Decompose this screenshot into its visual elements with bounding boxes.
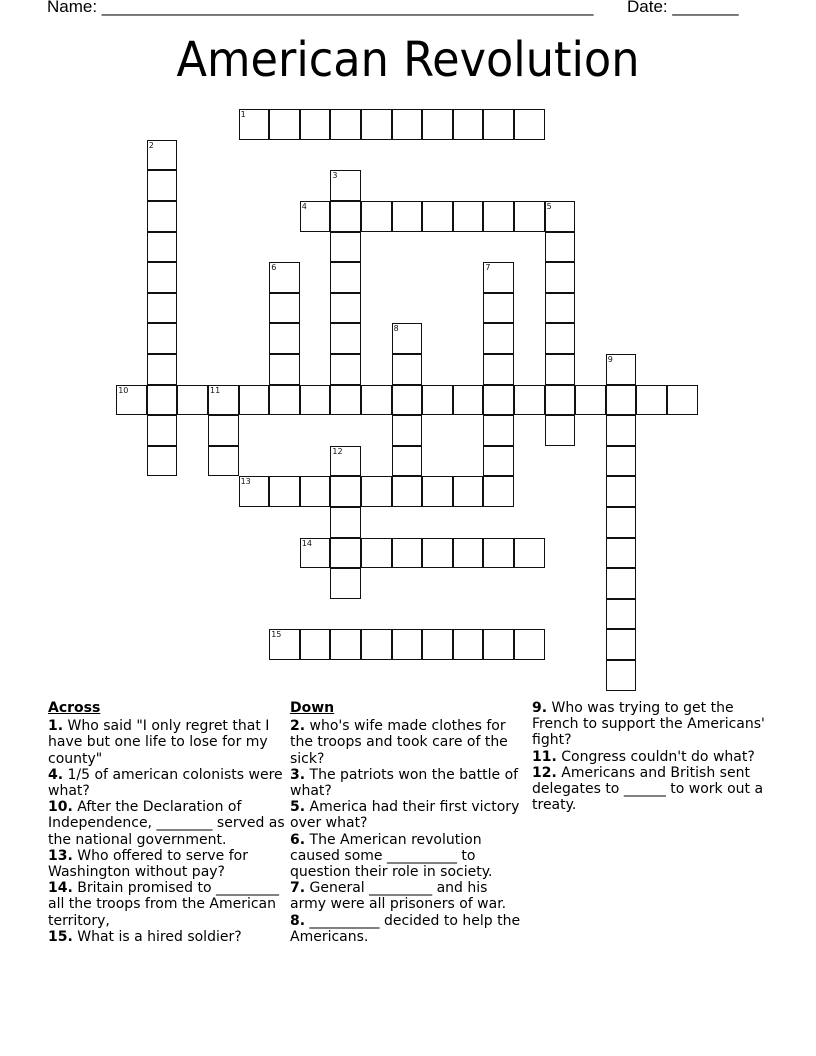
grid-cell[interactable] — [147, 415, 178, 446]
grid-cell[interactable] — [483, 629, 514, 660]
clue-number: 2 — [148, 140, 154, 150]
clue-item-number: 5. — [290, 799, 306, 816]
grid-cell[interactable] — [514, 385, 545, 416]
grid-cell[interactable] — [483, 293, 514, 324]
clue-item-text: 1/5 of american colonists were what? — [48, 766, 283, 800]
name-field[interactable]: Name: ____________________________________________________ — [47, 0, 594, 16]
grid-cell[interactable] — [606, 446, 637, 477]
grid-cell[interactable] — [392, 476, 423, 507]
grid-cell[interactable] — [330, 476, 361, 507]
grid-cell[interactable] — [483, 109, 514, 140]
grid-cell[interactable] — [330, 232, 361, 263]
grid-cell[interactable] — [422, 476, 453, 507]
grid-cell[interactable] — [330, 538, 361, 569]
grid-cell[interactable] — [606, 385, 637, 416]
grid-cell[interactable] — [300, 109, 331, 140]
clue-number: 5 — [546, 202, 552, 211]
grid-cell[interactable] — [545, 232, 576, 263]
clue-item-number: 12. — [532, 764, 557, 781]
clue-item-number: 2. — [290, 718, 306, 735]
clue-item-text: The American revolution caused some __________ to question their role in society. — [290, 831, 493, 881]
grid-cell[interactable] — [239, 476, 270, 507]
down-clue-list-continued — [532, 700, 772, 813]
grid-cell[interactable] — [453, 538, 484, 569]
clue-item — [48, 929, 288, 945]
clue-item-text: Who said "I only regret that I have but one life to lose for my county" — [48, 718, 270, 767]
page-title: American Revolution — [176, 32, 640, 88]
grid-cell[interactable] — [330, 568, 361, 599]
grid-cell[interactable] — [483, 385, 514, 416]
grid-cell[interactable] — [330, 170, 361, 201]
clue-item — [290, 799, 525, 831]
grid-cell[interactable] — [545, 385, 576, 416]
grid-cell[interactable] — [147, 262, 178, 293]
grid-cell[interactable] — [483, 476, 514, 507]
clue-item-text: Americans and British sent delegates to ______ to work out a treaty. — [532, 764, 764, 814]
grid-cell[interactable] — [269, 385, 300, 416]
grid-cell[interactable] — [514, 538, 545, 569]
clue-item-text: General _________ and his army were all prisoners of war. — [290, 880, 507, 913]
grid-cell[interactable] — [453, 476, 484, 507]
grid-cell[interactable] — [361, 201, 392, 232]
clue-item-text: The patriots won the battle of what? — [290, 766, 519, 800]
grid-cell[interactable] — [545, 262, 576, 293]
clue-item — [532, 765, 772, 814]
grid-cell[interactable] — [330, 323, 361, 354]
grid-cell[interactable] — [483, 538, 514, 569]
grid-cell[interactable] — [606, 415, 637, 446]
grid-cell[interactable] — [392, 415, 423, 446]
grid-cell[interactable] — [606, 476, 637, 507]
grid-cell[interactable] — [330, 109, 361, 140]
clue-item-number: 3. — [290, 766, 306, 783]
grid-cell[interactable] — [330, 629, 361, 660]
grid-cell[interactable] — [208, 385, 239, 416]
grid-cell[interactable] — [392, 385, 423, 416]
clue-number: 7 — [485, 263, 491, 273]
grid-cell[interactable] — [239, 385, 270, 416]
grid-cell[interactable] — [453, 109, 484, 140]
grid-cell[interactable] — [361, 385, 392, 416]
grid-cell[interactable] — [239, 109, 270, 140]
grid-cell[interactable] — [545, 415, 576, 446]
down-clues-continued — [532, 700, 772, 813]
clue-number: 9 — [607, 355, 613, 364]
grid-cell[interactable] — [422, 538, 453, 569]
grid-cell[interactable] — [575, 385, 606, 416]
clue-number: 6 — [271, 263, 277, 273]
clue-item-text: who's wife made clothes for the troops and took care of the sick? — [290, 718, 508, 767]
grid-cell[interactable] — [606, 538, 637, 569]
grid-cell[interactable] — [330, 385, 361, 416]
down-clues — [290, 700, 525, 945]
clue-item-text: After the Declaration of Independence, ________ served as the national government. — [48, 799, 285, 848]
grid-cell[interactable] — [269, 293, 300, 324]
clue-item — [48, 848, 288, 880]
grid-cell[interactable] — [269, 323, 300, 354]
clue-number: 12 — [332, 446, 343, 456]
clue-item-number: 9. — [532, 700, 548, 716]
clue-item-number: 10. — [48, 799, 73, 816]
clue-number: 13 — [240, 477, 251, 487]
grid-cell[interactable] — [422, 109, 453, 140]
clue-item — [532, 749, 772, 765]
clue-item-text: America had their first victory over what? — [290, 799, 520, 832]
grid-cell[interactable] — [330, 507, 361, 538]
clue-item-number: 1. — [48, 718, 64, 735]
grid-cell[interactable] — [147, 385, 178, 416]
clue-item — [48, 880, 288, 929]
grid-cell[interactable] — [116, 385, 147, 416]
clue-number: 3 — [332, 171, 338, 181]
clue-number: 10 — [118, 385, 129, 395]
grid-cell[interactable] — [422, 385, 453, 416]
clue-item — [532, 700, 772, 749]
grid-cell[interactable] — [606, 660, 637, 691]
grid-cell[interactable] — [606, 354, 637, 385]
grid-cell[interactable] — [147, 201, 178, 232]
grid-cell[interactable] — [361, 538, 392, 569]
clue-number: 1 — [240, 110, 246, 120]
clue-item — [290, 718, 525, 767]
grid-cell[interactable] — [208, 415, 239, 446]
grid-cell[interactable] — [361, 629, 392, 660]
grid-cell[interactable] — [545, 201, 576, 232]
grid-cell[interactable] — [300, 476, 331, 507]
clue-item-number: 8. — [290, 912, 306, 929]
grid-cell[interactable] — [392, 354, 423, 385]
grid-cell[interactable] — [361, 476, 392, 507]
grid-cell[interactable] — [514, 201, 545, 232]
clue-item-text: Who offered to serve for Washington without pay? — [48, 847, 248, 881]
across-heading: Across — [48, 700, 101, 716]
clue-item-text: Britain promised to _________ all the troops from the American territory, — [48, 880, 279, 929]
grid-cell[interactable] — [300, 385, 331, 416]
grid-cell[interactable] — [330, 354, 361, 385]
grid-cell[interactable] — [330, 201, 361, 232]
grid-cell[interactable] — [667, 385, 698, 416]
grid-cell[interactable] — [514, 109, 545, 140]
grid-cell[interactable] — [177, 385, 208, 416]
grid-cell[interactable] — [392, 446, 423, 477]
clue-item — [290, 832, 525, 881]
grid-cell[interactable] — [392, 538, 423, 569]
grid-cell[interactable] — [422, 629, 453, 660]
clue-item-number: 7. — [290, 880, 306, 897]
date-field[interactable]: Date: _______ — [627, 0, 739, 16]
clue-item-text: Congress couldn't do what? — [556, 748, 755, 765]
grid-cell[interactable] — [545, 293, 576, 324]
grid-cell[interactable] — [300, 201, 331, 232]
grid-cell[interactable] — [300, 629, 331, 660]
grid-cell[interactable] — [330, 446, 361, 477]
grid-cell[interactable] — [606, 599, 637, 630]
grid-cell[interactable] — [300, 538, 331, 569]
grid-cell[interactable] — [483, 323, 514, 354]
grid-cell[interactable] — [483, 415, 514, 446]
grid-cell[interactable] — [392, 109, 423, 140]
grid-cell[interactable] — [514, 629, 545, 660]
clue-number: 8 — [393, 324, 399, 334]
down-heading: Down — [290, 700, 335, 716]
clue-item — [290, 880, 525, 912]
across-clues — [48, 700, 288, 945]
clue-item-number: 13. — [48, 847, 73, 864]
clue-item-text: Who was trying to get the French to support the Americans' fight? — [532, 700, 765, 749]
grid-cell[interactable] — [453, 201, 484, 232]
grid-cell[interactable] — [545, 323, 576, 354]
grid-cell[interactable] — [269, 354, 300, 385]
grid-cell[interactable] — [392, 629, 423, 660]
grid-cell[interactable] — [606, 629, 637, 660]
grid-cell[interactable] — [483, 262, 514, 293]
grid-cell[interactable] — [147, 354, 178, 385]
clue-item-number: 4. — [48, 766, 64, 783]
grid-cell[interactable] — [636, 385, 667, 416]
grid-cell[interactable] — [269, 262, 300, 293]
clue-item-text: What is a hired soldier? — [72, 928, 242, 945]
grid-cell[interactable] — [392, 323, 423, 354]
grid-cell[interactable] — [606, 568, 637, 599]
grid-cell[interactable] — [269, 109, 300, 140]
grid-cell[interactable] — [330, 262, 361, 293]
grid-cell[interactable] — [147, 170, 178, 201]
grid-cell[interactable] — [422, 201, 453, 232]
clue-number: 15 — [271, 630, 282, 640]
clue-item-text: __________ decided to help the Americans. — [290, 912, 521, 945]
clue-item — [290, 767, 525, 799]
grid-cell[interactable] — [483, 201, 514, 232]
grid-cell[interactable] — [483, 354, 514, 385]
grid-cell[interactable] — [147, 446, 178, 477]
clue-item — [48, 799, 288, 848]
clue-item-number: 11. — [532, 748, 557, 765]
grid-cell[interactable] — [147, 323, 178, 354]
clue-item-number: 15. — [48, 928, 73, 945]
grid-cell[interactable] — [483, 446, 514, 477]
clue-number: 14 — [301, 538, 312, 548]
grid-cell[interactable] — [147, 293, 178, 324]
clue-item — [290, 913, 525, 945]
clue-item-number: 6. — [290, 831, 306, 848]
grid-cell[interactable] — [606, 507, 637, 538]
grid-cell[interactable] — [361, 109, 392, 140]
clue-item — [48, 767, 288, 799]
grid-cell[interactable] — [453, 385, 484, 416]
grid-cell[interactable] — [147, 140, 178, 171]
down-clue-list — [290, 718, 525, 945]
clue-item — [48, 718, 288, 767]
clue-number: 4 — [301, 202, 307, 211]
grid-cell[interactable] — [208, 446, 239, 477]
clue-item-number: 14. — [48, 880, 73, 897]
clue-number: 11 — [210, 385, 221, 395]
grid-cell[interactable] — [269, 476, 300, 507]
grid-cell[interactable] — [392, 201, 423, 232]
across-clue-list — [48, 718, 288, 945]
grid-cell[interactable] — [147, 232, 178, 263]
grid-cell[interactable] — [453, 629, 484, 660]
grid-cell[interactable] — [269, 629, 300, 660]
grid-cell[interactable] — [330, 293, 361, 324]
grid-cell[interactable] — [545, 354, 576, 385]
